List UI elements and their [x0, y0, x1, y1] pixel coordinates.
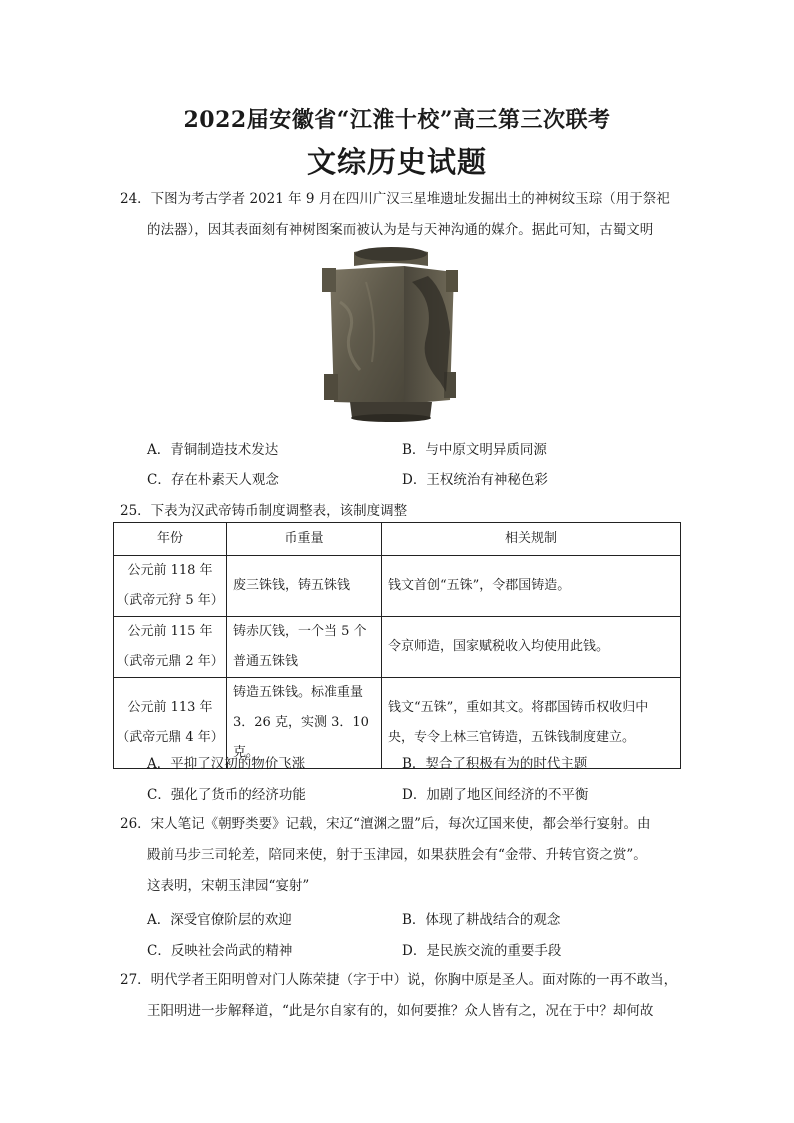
reign-line: （武帝元鼎 4 年）	[116, 730, 224, 745]
question-27-stem	[120, 965, 680, 1027]
question-26-line-1: 26．宋人笔记《朝野类要》记载，宋辽“澶渊之盟”后，每次辽国来使，都会举行宴射。由	[120, 816, 651, 832]
table-header-year: 年份	[114, 523, 227, 556]
table-cell-rule: 钱文首创“五铢”，令郡国铸造。	[382, 556, 681, 617]
q25-option-a: A．平抑了汉初的物价飞涨	[147, 756, 306, 772]
q26-option-b: B．体现了耕战结合的观念	[402, 912, 561, 928]
table-header-weight: 币重量	[227, 523, 382, 556]
question-26-stem	[120, 809, 680, 902]
table-row	[114, 617, 681, 678]
q24-option-c: C．存在朴素天人观念	[147, 472, 279, 488]
q25-option-b: B．契合了积极有为的时代主题	[402, 756, 588, 772]
question-27-line-1: 27．明代学者王阳明曾对门人陈荣捷（字于中）说，你胸中原是圣人。面对陈的一再不敢当，	[120, 972, 678, 988]
q24-option-d: D．王权统治有神秘色彩	[402, 472, 548, 488]
q26-option-c: C．反映社会尚武的精神	[147, 943, 293, 959]
year-line: 公元前 113 年	[127, 700, 213, 715]
table-cell-weight: 铸赤仄钱，一个当 5 个普通五铢钱	[227, 617, 382, 678]
reign-line: （武帝元狩 5 年）	[116, 593, 224, 608]
table-cell-weight: 铸造五铢钱。标准重量 3．26 克，实测 3．10 克。	[227, 678, 382, 769]
question-26-line-3: 这表明，宋朝玉津园“宴射”	[147, 878, 310, 894]
q26-option-a: A．深受官僚阶层的欢迎	[147, 912, 292, 928]
table-header-rule: 相关规制	[382, 523, 681, 556]
table-row	[114, 556, 681, 617]
q24-option-b: B．与中原文明异质同源	[402, 442, 547, 458]
exam-title: 2022届安徽省“江淮十校”高三第三次联考	[183, 107, 611, 133]
coinage-table	[113, 522, 681, 769]
question-25-stem: 25．下表为汉武帝铸币制度调整表，该制度调整	[120, 503, 408, 519]
table-cell-weight: 废三铢钱，铸五铢钱	[227, 556, 382, 617]
table-cell-rule: 钱文“五铢”，重如其文。将郡国铸币权收归中央，专令上林三官铸造，五铢钱制度建立。	[382, 678, 681, 769]
question-24-stem	[120, 184, 680, 246]
year-line: 公元前 118 年	[127, 563, 213, 578]
exam-subtitle: 文综历史试题	[306, 145, 487, 179]
table-header-row	[114, 523, 681, 556]
table-cell-year	[114, 556, 227, 617]
question-27-line-2: 王阳明进一步解释道，“此是尔自家有的，如何要推？众人皆有之，况在于中？却何故	[147, 1003, 654, 1019]
year-line: 公元前 115 年	[127, 624, 213, 639]
q25-option-c: C．强化了货币的经济功能	[147, 787, 306, 803]
question-24-line-1: 24．下图为考古学者 2021 年 9 月在四川广汉三星堆遗址发掘出土的神树纹玉琮（用于祭祀	[120, 191, 670, 207]
jade-cong-photo	[316, 242, 466, 422]
q26-option-d: D．是民族交流的重要手段	[402, 943, 562, 959]
question-24-line-2: 的法器），因其表面刻有神树图案而被认为是与天神沟通的媒介。据此可知，古蜀文明	[147, 222, 654, 238]
q25-option-d: D．加剧了地区间经济的不平衡	[402, 787, 589, 803]
question-26-line-2: 殿前马步三司轮差，陪同来使，射于玉津园，如果获胜会有“金带、升转官资之赏”。	[147, 847, 647, 863]
table-cell-rule: 令京师造，国家赋税收入均使用此钱。	[382, 617, 681, 678]
q24-option-a: A．青铜制造技术发达	[147, 442, 279, 458]
table-cell-year	[114, 617, 227, 678]
reign-line: （武帝元鼎 2 年）	[116, 654, 224, 669]
